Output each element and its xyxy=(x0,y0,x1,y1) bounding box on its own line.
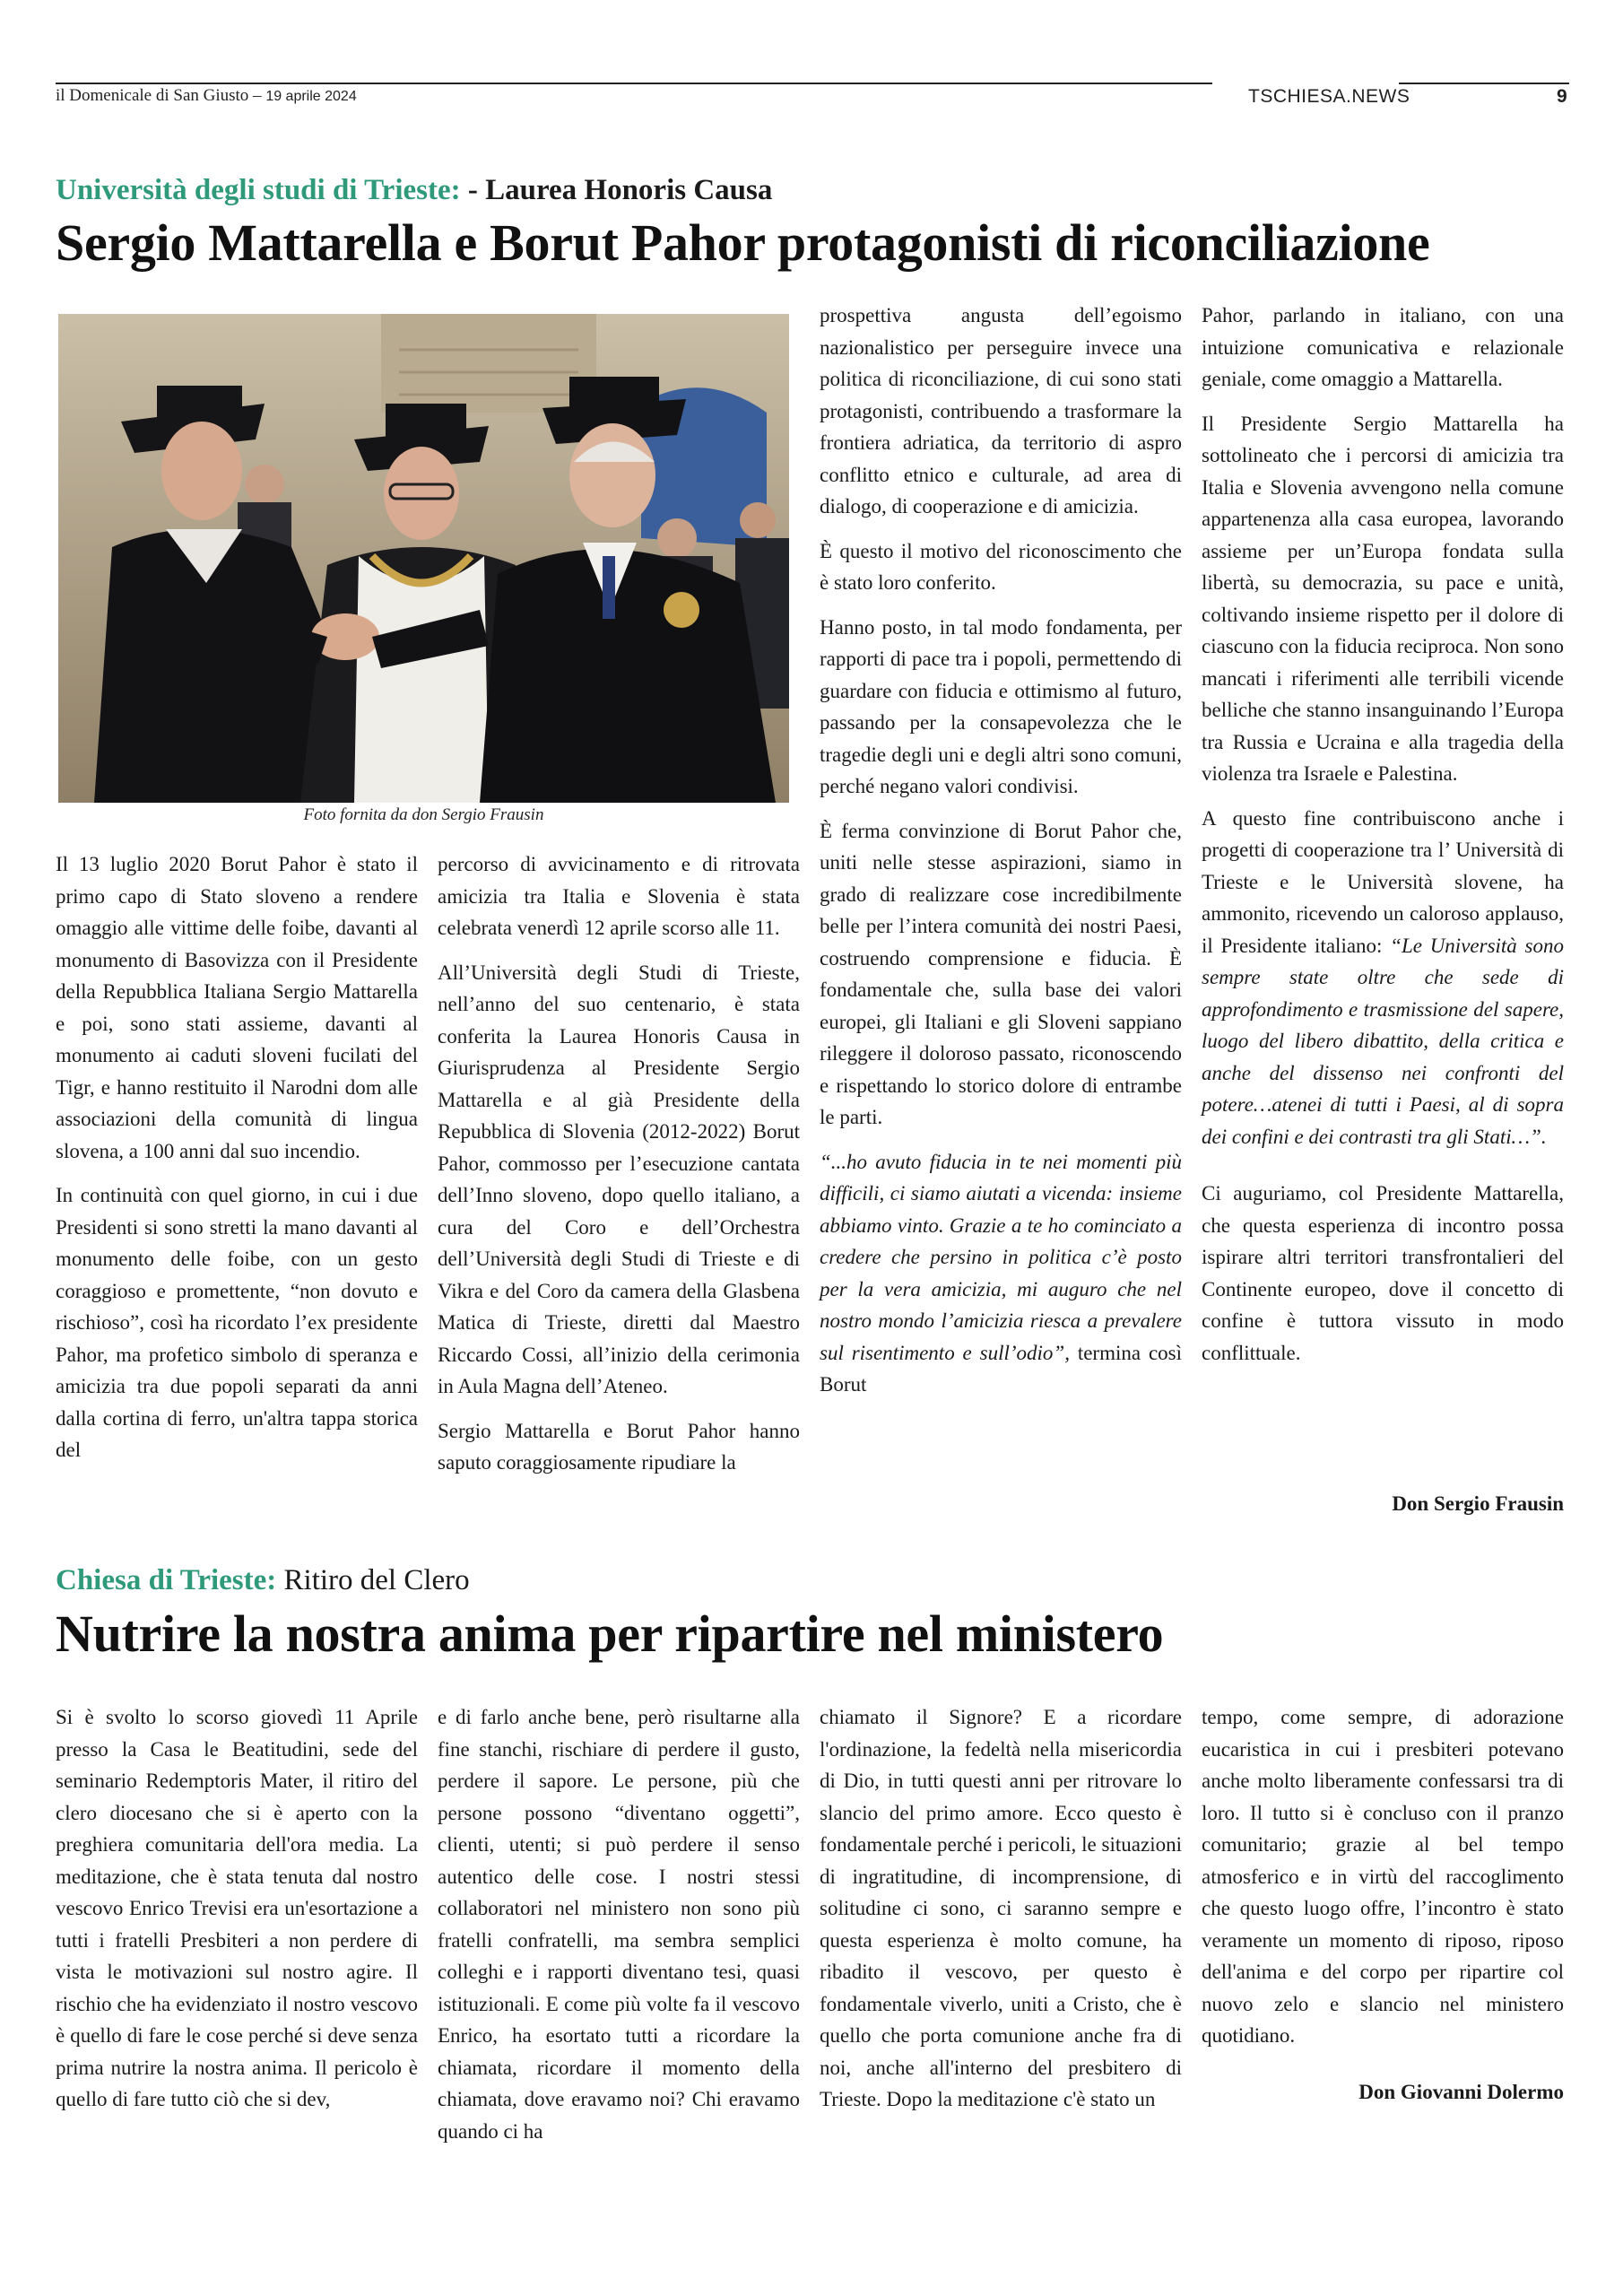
article1-col2-p1: percorso di avvicinamento e di ritrovata amicizia tra Italia e Slovenia è stata celebrata venerdì 12 aprile scorso alle 11. xyxy=(438,853,800,939)
article1-kicker-source: Università degli studi di Trieste: xyxy=(56,174,461,206)
page-number: 9 xyxy=(1557,86,1567,107)
article2-kicker-topic: Ritiro del Clero xyxy=(283,1564,470,1596)
issue-date: 19 aprile 2024 xyxy=(265,89,357,104)
mattarella-quote: “Le Università sono sempre state oltre che sede di approfondimento e trasmissione del sapere, luogo del libero dibattito, della critica e anche del dissenso nei confronti del potere…atenei di tutti i Paesi, al di sopra dei confini e dei contrasti tra gli Stati…”. xyxy=(1202,934,1564,1148)
article2-col4-p1: tempo, come sempre, di adorazione eucaristica in cui i presbiteri potevano anche molto liberamente confessarsi tra di loro. Il tutto si è concluso con il pranzo comunitario; grazie al bel tempo atmosferico e in virtù del raccoglimento che questo luogo offre, l’incontro è stato veramente un momento di riposo, riposo dell'anima e del corpo per ripartire col nuovo zelo e slancio nel ministero quotidiano. xyxy=(1202,1706,1564,2047)
article1-col3-p4: È ferma convinzione di Borut Pahor che, uniti nelle stesse aspirazioni, siamo in grado di realizzare cose incredibilmente belle per l’intera comunità dei nostri Paesi, costruendo comprensione e fiducia. È fondamentale che, sulla base dei valori europei, gli Italiani e gli Sloveni sappiano rileggere il doloroso passato, riconoscendo e rispettando lo storico dolore di entrambe le parti. xyxy=(820,819,1182,1128)
article2-byline: Don Giovanni Dolermo xyxy=(1358,2081,1564,2103)
article1-column-4 xyxy=(1202,300,1564,1381)
article1-byline: Don Sergio Frausin xyxy=(1392,1492,1564,1515)
article1-col4-p2: Il Presidente Sergio Mattarella ha sottolineato che i percorsi di amicizia tra Italia e Slovenia avvengono nella comune appartenenza alla casa europea, lavorando assieme per un’Europa fondata sulla libertà, su democrazia, su pace e unità, coltivando insieme rispetto per il dolore di ciascuno con la fiducia reciproca. Non sono mancati i riferimenti alle terribili vicende belliche che stanno insanguinando l’Europa tra Russia e Ucraina e alla tragedia della violenza tra Israele e Palestina. xyxy=(1202,412,1564,785)
article1-col4-p4: Ci auguriamo, col Presidente Mattarella, che questa esperienza di incontro possa ispirare altri territori transfrontalieri del Continente europeo, dove il concetto di confine è tuttora vissuto in modo conflittuale. xyxy=(1202,1182,1564,1364)
article1-col3-p5 xyxy=(820,1146,1182,1401)
article1-col4-p3-text: A questo fine contribuiscono anche i progetti di cooperazione tra l’ Università di Trieste e le Università slovene, ha ammonito, ricevendo un caloroso applauso, il Presidente italiano: xyxy=(1202,806,1564,957)
publication-title: il Domenicale di San Giusto – xyxy=(56,86,262,105)
article2-kicker-source: Chiesa di Trieste: xyxy=(56,1564,277,1596)
article1-col1-p1: Il 13 luglio 2020 Borut Pahor è stato il primo capo di Stato sloveno a rendere omaggio alle vittime delle foibe, davanti al monumento di Basovizza con il Presidente della Repubblica Italiana Sergio Mattarella e poi, sono stati assieme, davanti al monumento ai caduti sloveni fucilati del Tigr, e hanno restituito il Narodni dom alle associazioni della comunità di lingua slovena, a 100 anni dal suo incendio. xyxy=(56,853,418,1162)
header-rule xyxy=(56,83,1212,84)
article1-col3-p3: Hanno posto, in tal modo fondamenta, per rapporti di pace tra i popoli, permettendo di guardare con fiducia e ottimismo al futuro, passando per la consapevolezza che le tragedie degli uni e degli altri sono comuni, perché negano valori condivisi. xyxy=(820,615,1182,797)
article2-column-2 xyxy=(438,1701,800,2160)
pahor-quote: “...ho avuto fiducia in te nei momenti più difficili, ci siamo aiutati a vicenda: insieme abbiamo vinto. Grazie a te ho cominciato a credere che persino in politica c’è posto per la vera amicizia, mi auguro che nel nostro mondo l’amicizia riesca a prevalere sul risentimento e sull’odio”, xyxy=(820,1150,1182,1364)
article1-headline: Sergio Mattarella e Borut Pahor protagonisti di riconciliazione xyxy=(56,213,1430,272)
article1-col4-p1: Pahor, parlando in italiano, con una intuizione comunicativa e relazionale geniale, come omaggio a Mattarella. xyxy=(1202,304,1564,390)
ceremony-photo xyxy=(58,314,789,803)
article1-column-2 xyxy=(438,848,800,1492)
article2-kicker xyxy=(56,1564,470,1597)
article2-column-1 xyxy=(56,1701,418,2128)
article2-col3-p1: chiamato il Signore? E a ricordare l'ordinazione, la fedeltà nella misericordia di Dio, in tutti questi anni per ritrovare lo slancio del primo amore. Ecco questo è fondamentale perché i pericoli, le situazioni di ingratitudine, di incomprensione, di solitudine ci sono, ci saranno sempre e questa esperienza è molto comune, ha ribadito il vescovo, per questo è fondamentale viverlo, uniti a Cristo, che è quello che porta comunione anche fra di noi, anche all'interno del presbitero di Trieste. Dopo la meditazione c'è stato un xyxy=(820,1706,1182,2110)
article1-col2-p2: All’Università degli Studi di Trieste, nell’anno del suo centenario, è stata conferita la Laurea Honoris Causa in Giurisprudenza al Presidente Sergio Mattarella e al già Presidente della Repubblica di Slovenia (2012-2022) Borut Pahor, commosso per l’esecuzione cantata dell’Inno sloveno, dopo quello italiano, a cura del Coro e dell’Orchestra dell’Università degli Studi di Trieste e di Vikra e del Coro da camera della Glasbena Matica di Trieste, diretti dal Maestro Riccardo Cossi, all’inizio della cerimonia in Aula Magna dell’Ateneo. xyxy=(438,961,800,1397)
article2-column-3 xyxy=(820,1701,1182,2128)
pahor-quote-tail: termina così Borut xyxy=(820,1341,1182,1396)
publication-name xyxy=(56,86,357,106)
article1-col3-p2: È questo il motivo del riconoscimento che è stato loro conferito. xyxy=(820,539,1182,594)
ceremony-photo-illustration xyxy=(58,314,789,803)
header-rule-right xyxy=(1399,83,1569,84)
article2-headline: Nutrire la nostra anima per ripartire nel ministero xyxy=(56,1605,1164,1663)
site-name: TSCHIESA.NEWS xyxy=(1248,86,1410,107)
article1-col1-p2: In continuità con quel giorno, in cui i due Presidenti si sono stretti la mano davanti al monumento delle foibe, con un gesto coraggioso e promettente, “non dovuto e rischioso”, così ha ricordato l’ex presidente Pahor, ma profetico simbolo di speranza e amicizia tra due popoli separati da anni dalla cortina di ferro, un'altra tappa storica del xyxy=(56,1184,418,1461)
article2-col1-p1: Si è svolto lo scorso giovedì 11 Aprile presso la Casa le Beatitudini, sede del seminario Redemptoris Mater, il ritiro del clero diocesano che si è aperto con la preghiera comunitaria dell'ora media. La meditazione, che è stata tenuta dal nostro vescovo Enrico Trevisi era un'esortazione a tutti i fratelli Presbiteri a non perdere di vista le motivazioni sul nostro agire. Il rischio che ha evidenziato il nostro vescovo è quello di fare le cose perché si deve senza prima nutrire la nostra anima. Il pericolo è quello di fare tutto ciò che si dev, xyxy=(56,1706,418,2110)
article1-column-3 xyxy=(820,300,1182,1413)
article1-column-1 xyxy=(56,848,418,1479)
article1-kicker-topic: - Laurea Honoris Causa xyxy=(467,174,773,206)
article1-col3-p1: prospettiva angusta dell’egoismo nazionalistico per perseguire invece una politica di riconciliazione, di cui sono stati protagonisti, contribuendo a trasformare la frontiera adriatica, da territorio di aspro conflitto etnico e culturale, ad area di dialogo, di cooperazione e di amicizia. xyxy=(820,304,1182,517)
article1-kicker xyxy=(56,174,772,207)
photo-caption: Foto fornita da don Sergio Frausin xyxy=(303,805,544,824)
article2-col2-p1: e di farlo anche bene, però risultarne alla fine stanchi, rischiare di perdere il gusto, perdere il sapore. Le persone, più che persone possono “diventano oggetti”, clienti, utenti; si può perdere il senso autentico delle cose. I nostri stessi collaboratori nel ministero non sono più fratelli confratelli, ma sembra semplici colleghi e i rapporti diventano tesi, quasi istituzionali. E come più volte fa il vescovo Enrico, ha esortato tutti a ricordare la chiamata, ricordare il momento della chiamata, dove eravamo noi? Chi eravamo quando ci ha xyxy=(438,1706,800,2143)
article2-column-4 xyxy=(1202,1701,1564,2065)
article1-col4-p3 xyxy=(1202,803,1564,1153)
article1-col2-p3: Sergio Mattarella e Borut Pahor hanno saputo coraggiosamente ripudiare la xyxy=(438,1419,800,1474)
